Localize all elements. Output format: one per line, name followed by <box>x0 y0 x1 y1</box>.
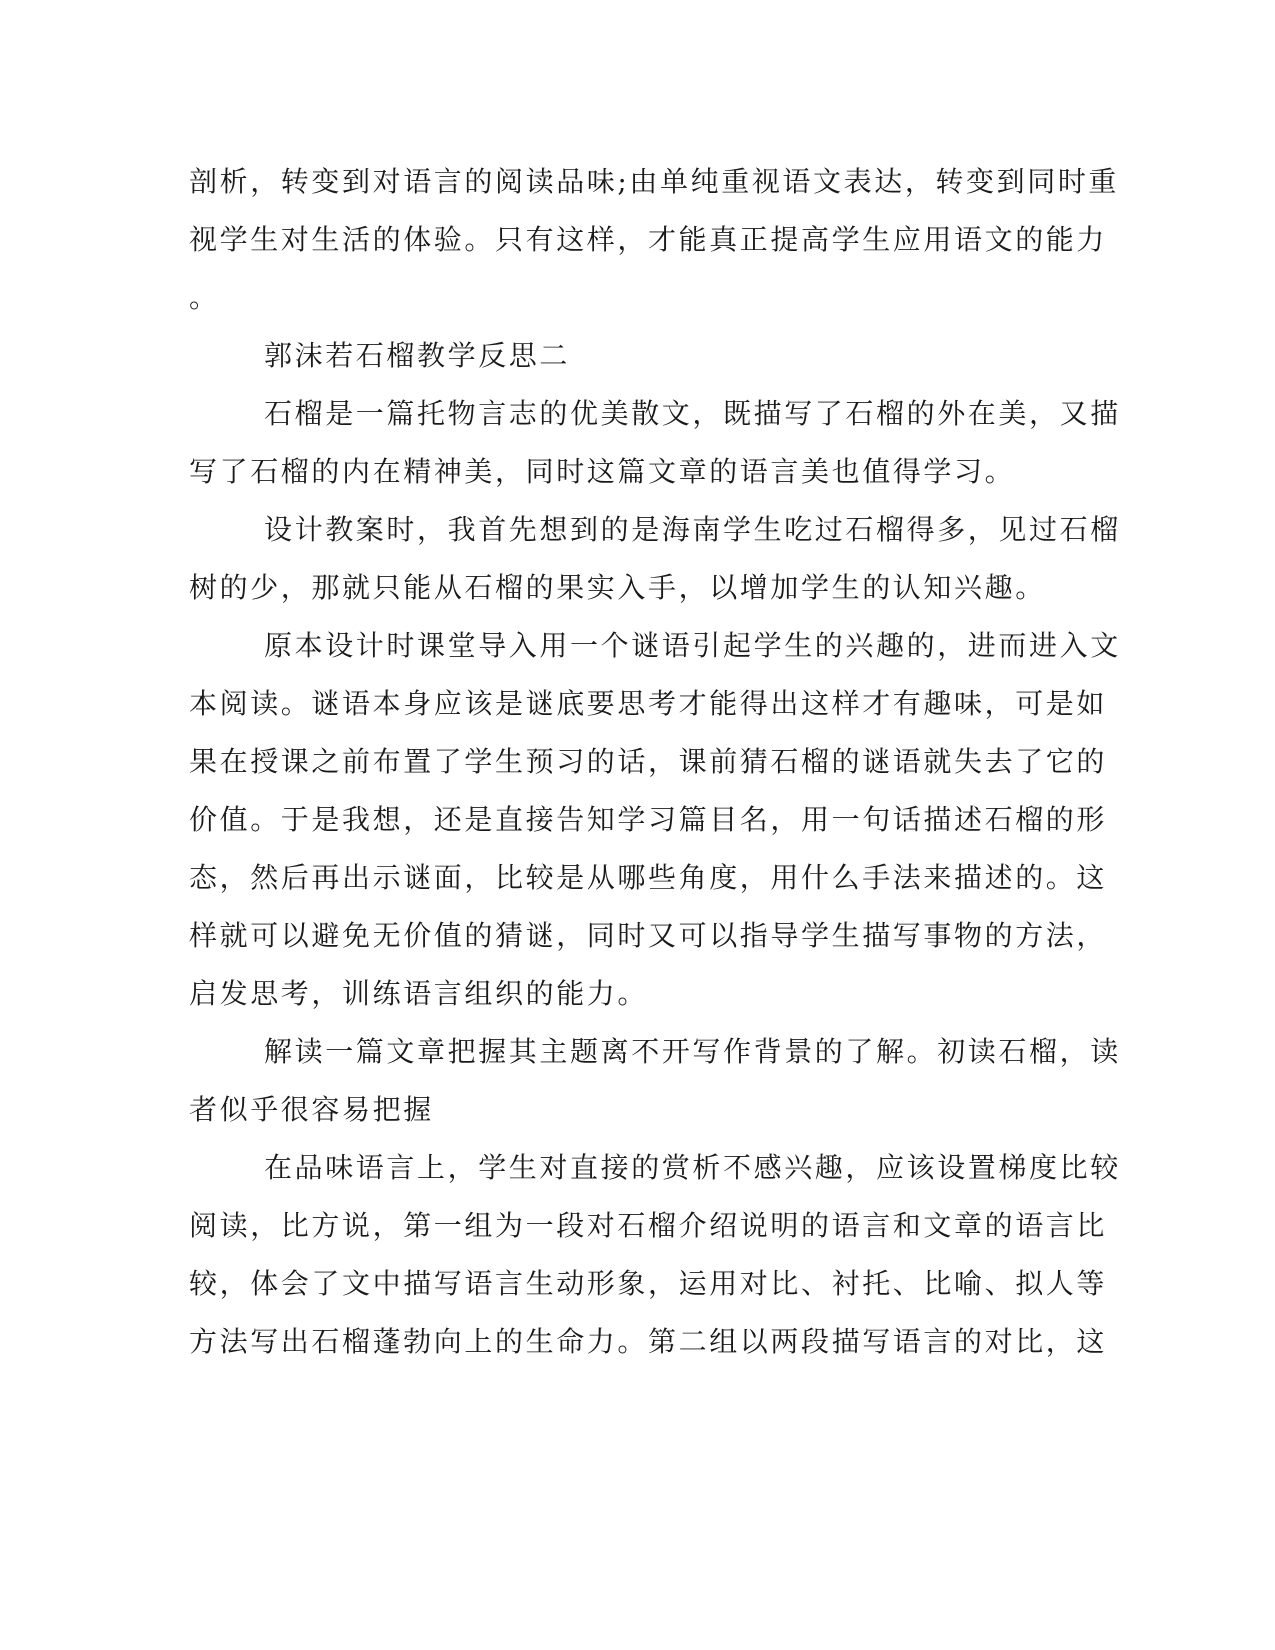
text-line: 态，然后再出示谜面，比较是从哪些角度，用什么手法来描述的。这 <box>189 861 1108 894</box>
text-line: 方法写出石榴蓬勃向上的生命力。第二组以两段描写语言的对比，这 <box>189 1325 1108 1358</box>
text-line: 写了石榴的内在精神美，同时这篇文章的语言美也值得学习。 <box>189 455 1016 488</box>
text-line: 启发思考，训练语言组织的能力。 <box>189 977 649 1010</box>
text-line: 者似乎很容易把握 <box>189 1093 434 1126</box>
text-line: 设计教案时，我首先想到的是海南学生吃过石榴得多，见过石榴 <box>264 513 1121 546</box>
text-line: 在品味语言上，学生对直接的赏析不感兴趣，应该设置梯度比较 <box>264 1151 1121 1184</box>
text-line: 。 <box>189 281 220 314</box>
text-line: 价值。于是我想，还是直接告知学习篇目名，用一句话描述石榴的形 <box>189 803 1108 836</box>
text-line: 本阅读。谜语本身应该是谜底要思考才能得出这样才有趣味，可是如 <box>189 687 1108 720</box>
text-line: 解读一篇文章把握其主题离不开写作背景的了解。初读石榴，读 <box>264 1035 1121 1068</box>
text-line: 样就可以避免无价值的猜谜，同时又可以指导学生描写事物的方法， <box>189 919 1108 952</box>
text-line: 剖析，转变到对语言的阅读品味;由单纯重视语文表达，转变到同时重 <box>189 165 1120 198</box>
text-line: 视学生对生活的体验。只有这样，才能真正提高学生应用语文的能力 <box>189 223 1108 256</box>
text-line: 石榴是一篇托物言志的优美散文，既描写了石榴的外在美，又描 <box>264 397 1121 430</box>
text-line: 较，体会了文中描写语言生动形象，运用对比、衬托、比喻、拟人等 <box>189 1267 1108 1300</box>
text-line: 原本设计时课堂导入用一个谜语引起学生的兴趣的，进而进入文 <box>264 629 1121 662</box>
text-line: 阅读，比方说，第一组为一段对石榴介绍说明的语言和文章的语言比 <box>189 1209 1108 1242</box>
text-line: 果在授课之前布置了学生预习的话，课前猜石榴的谜语就失去了它的 <box>189 745 1108 778</box>
section-heading: 郭沫若石榴教学反思二 <box>264 339 571 372</box>
text-line: 树的少，那就只能从石榴的果实入手，以增加学生的认知兴趣。 <box>189 571 1046 604</box>
